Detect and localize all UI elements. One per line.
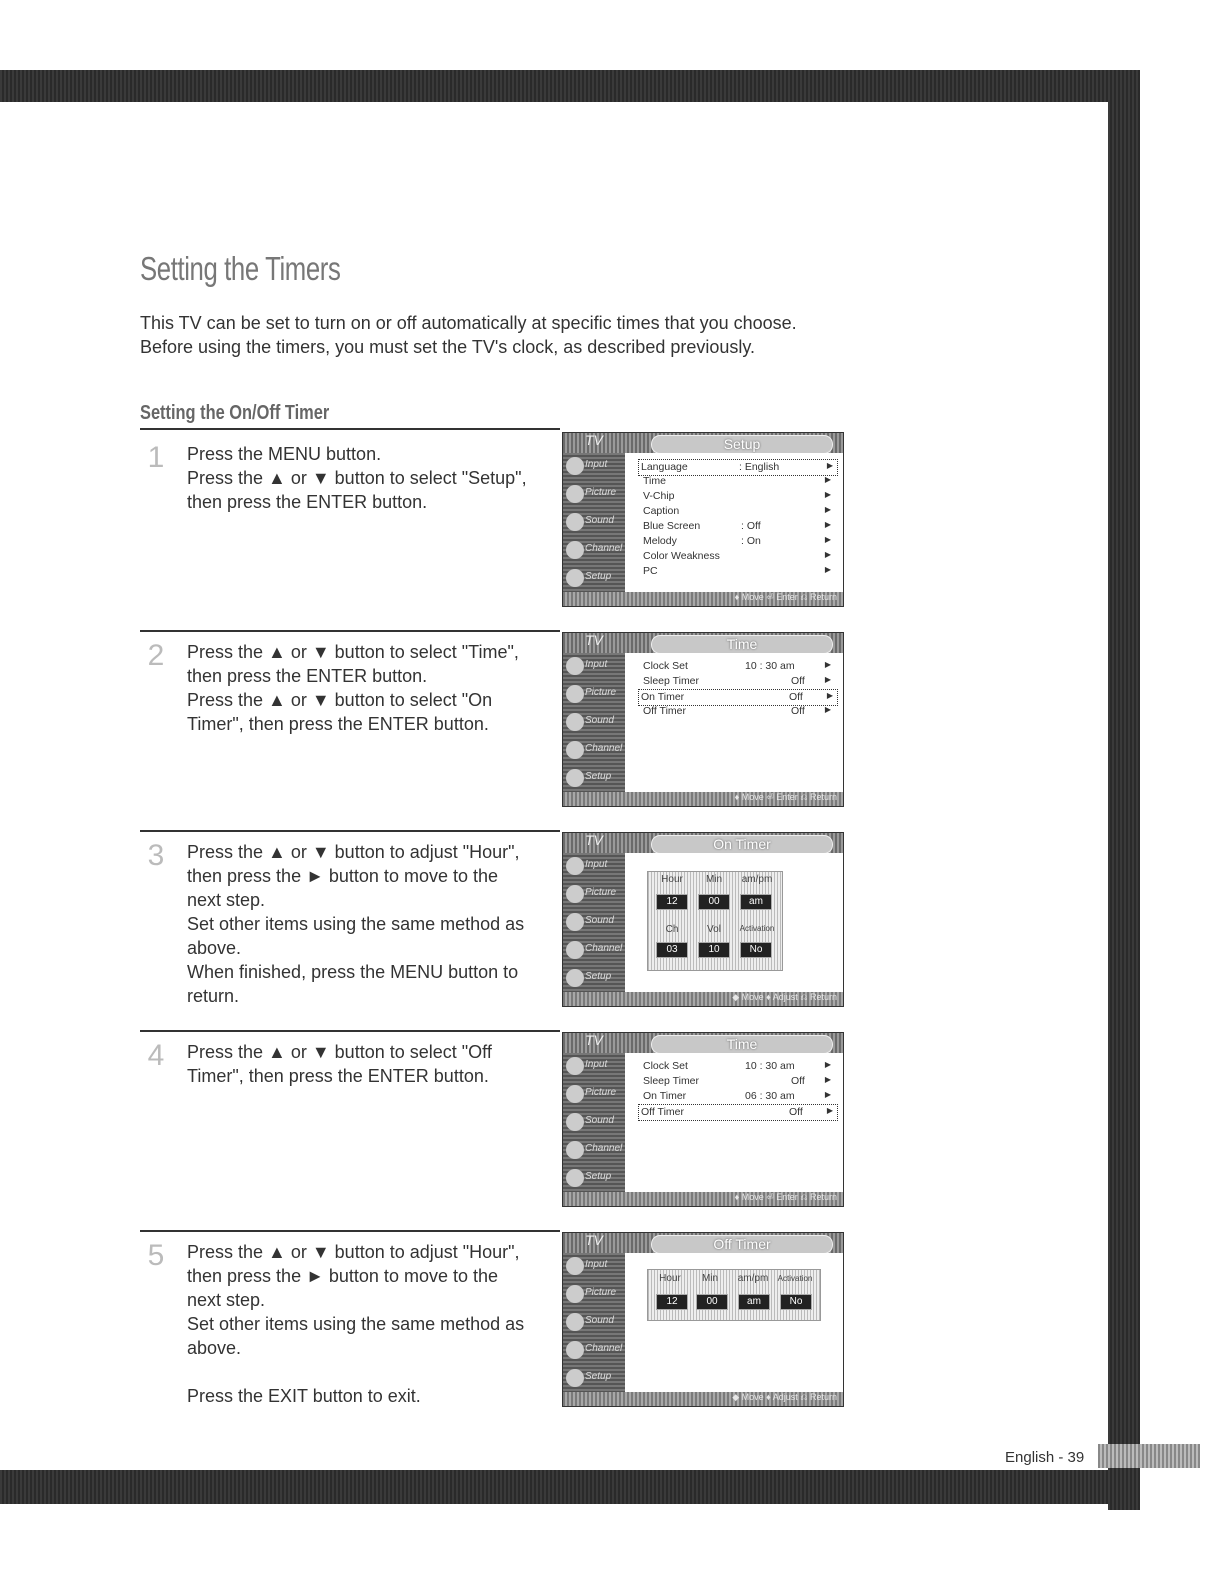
arrow-right-icon: ▶ — [824, 675, 831, 684]
ampm-value: am — [740, 894, 772, 910]
minute-value: 00 — [696, 1294, 728, 1310]
osd-off-timer-screen — [562, 1232, 844, 1407]
step-line: Press the ▲ or ▼ button to select "Off — [187, 1042, 492, 1062]
osd-tv-label: TV — [585, 632, 603, 648]
osd-menu-row: Sleep Timer Off ▶ — [643, 675, 831, 687]
arrow-right-icon: ▶ — [824, 1060, 831, 1069]
osd-hint: ♦ Move ⏎ Enter ⎌ Return — [734, 792, 837, 802]
input-icon — [566, 657, 584, 675]
step-line: then press the ► button to move to the — [187, 1266, 499, 1286]
step-line: When finished, press the MENU button to — [187, 962, 519, 982]
step-line: Press the ▲ or ▼ button to select "On — [187, 690, 493, 710]
arrow-right-icon: ▶ — [824, 520, 831, 529]
sound-icon — [566, 513, 584, 531]
osd-sidebar-item: Picture — [563, 481, 625, 509]
osd-sidebar — [563, 1053, 625, 1193]
picture-icon — [566, 485, 584, 503]
osd-time-screen — [562, 632, 844, 807]
bottom-border-band — [0, 1470, 1140, 1504]
osd-sidebar — [563, 653, 625, 793]
step-line: Set other items using the same method as — [187, 914, 525, 934]
osd-menu-row: PC ▶ — [643, 565, 831, 577]
osd-sidebar — [563, 1253, 625, 1393]
step-line: Press the MENU button. — [187, 444, 382, 464]
step-line: above. — [187, 938, 242, 958]
step-line: then press the ► button to move to the — [187, 866, 499, 886]
osd-header — [563, 1233, 843, 1253]
step-line: above. — [187, 1338, 242, 1358]
timer-heading: Hour — [661, 874, 683, 885]
timer-heading: Min — [701, 1273, 719, 1284]
page-number: English - 39 — [1005, 1449, 1085, 1466]
step-number: 5 — [147, 1239, 165, 1272]
osd-title: Time — [651, 635, 833, 654]
top-border-band — [0, 70, 1140, 102]
minute-value: 00 — [698, 894, 730, 910]
osd-title: On Timer — [651, 835, 833, 854]
osd-tv-label: TV — [585, 1032, 603, 1048]
sound-icon — [566, 913, 584, 931]
osd-tv-label: TV — [585, 832, 603, 848]
setup-icon — [566, 569, 584, 587]
osd-menu-row: Blue Screen : Off ▶ — [643, 520, 831, 532]
step-text — [187, 1240, 562, 1408]
osd-sidebar-item: Channel — [563, 537, 625, 565]
picture-icon — [566, 685, 584, 703]
page-tab — [1098, 1444, 1200, 1468]
osd-title: Off Timer — [651, 1235, 833, 1254]
osd-sidebar-item: Picture — [563, 1281, 625, 1309]
step-line: Press the EXIT button to exit. — [187, 1386, 421, 1406]
osd-footer — [563, 1392, 843, 1406]
osd-tv-label: TV — [585, 1232, 603, 1248]
timer-heading: Ch — [665, 924, 679, 935]
osd-sidebar-item: Sound — [563, 709, 625, 737]
section-heading: Setting the On/Off Timer — [140, 402, 330, 424]
osd-sidebar-item: Setup — [563, 1165, 625, 1193]
osd-sidebar-item: Setup — [563, 1365, 625, 1393]
step-line: Press the ▲ or ▼ button to select "Time", — [187, 642, 519, 662]
osd-sidebar-item: Setup — [563, 565, 625, 593]
arrow-right-icon: ▶ — [824, 660, 831, 669]
osd-menu-row: On Timer 06 : 30 am ▶ — [643, 1090, 831, 1102]
picture-icon — [566, 1285, 584, 1303]
step-line: Timer", then press the ENTER button. — [187, 714, 489, 734]
osd-header — [563, 833, 843, 853]
osd-sidebar — [563, 453, 625, 593]
channel-value: 03 — [656, 942, 688, 958]
section-rule — [140, 428, 560, 430]
step-text — [187, 1040, 562, 1088]
osd-menu-row: V-Chip ▶ — [643, 490, 831, 502]
input-icon — [566, 1257, 584, 1275]
arrow-right-icon: ▶ — [824, 550, 831, 559]
arrow-right-icon: ▶ — [824, 1090, 831, 1099]
step-line: Set other items using the same method as — [187, 1314, 525, 1334]
osd-timer-panel — [625, 853, 843, 993]
step-text — [187, 840, 562, 1008]
step-line: return. — [187, 986, 240, 1006]
osd-menu-row: Time ▶ — [643, 475, 831, 487]
osd-hint: ◆ Move ♦ Adjust ⎌ Return — [732, 1392, 837, 1402]
step-line: Press the ▲ or ▼ button to adjust "Hour", — [187, 1242, 520, 1262]
osd-sidebar-item: Setup — [563, 765, 625, 793]
channel-icon — [566, 541, 584, 559]
osd-menu-row: On Timer Off ▶ — [638, 689, 838, 706]
step-number: 1 — [147, 441, 165, 474]
arrow-right-icon: ▶ — [826, 1106, 833, 1115]
osd-menu — [625, 453, 843, 593]
timer-heading: Hour — [659, 1273, 681, 1284]
osd-sidebar-item: Sound — [563, 909, 625, 937]
step-text — [187, 640, 562, 736]
picture-icon — [566, 1085, 584, 1103]
timer-grid — [647, 1269, 821, 1321]
osd-sidebar-item: Sound — [563, 1309, 625, 1337]
step-number: 3 — [147, 839, 165, 872]
osd-menu-row: Off Timer Off ▶ — [643, 705, 831, 717]
channel-icon — [566, 941, 584, 959]
osd-header — [563, 633, 843, 653]
osd-sidebar-item: Input — [563, 1253, 625, 1281]
step-text — [187, 442, 562, 514]
osd-menu-row: Caption ▶ — [643, 505, 831, 517]
osd-sidebar-item: Setup — [563, 965, 625, 993]
osd-tv-label: TV — [585, 432, 603, 448]
osd-menu-row: Clock Set 10 : 30 am ▶ — [643, 660, 831, 672]
step-number: 2 — [147, 639, 165, 672]
setup-icon — [566, 1369, 584, 1387]
osd-hint: ♦ Move ⏎ Enter ⎌ Return — [734, 1192, 837, 1202]
osd-menu-row: Clock Set 10 : 30 am ▶ — [643, 1060, 831, 1072]
osd-on-timer-screen — [562, 832, 844, 1007]
timer-heading: Activation — [777, 1274, 813, 1283]
osd-menu-row: Color Weakness ▶ — [643, 550, 831, 562]
right-border-bar — [1108, 70, 1140, 1510]
step-divider — [140, 1230, 560, 1232]
arrow-right-icon: ▶ — [824, 705, 831, 714]
arrow-right-icon: ▶ — [824, 565, 831, 574]
step-number: 4 — [147, 1039, 165, 1072]
osd-title: Time — [651, 1035, 833, 1054]
input-icon — [566, 457, 584, 475]
hour-value: 12 — [656, 1294, 688, 1310]
activation-value: No — [780, 1294, 812, 1310]
channel-icon — [566, 1341, 584, 1359]
arrow-right-icon: ▶ — [826, 691, 833, 700]
osd-menu — [625, 653, 843, 793]
osd-footer — [563, 992, 843, 1006]
osd-sidebar — [563, 853, 625, 993]
osd-timer-panel — [625, 1253, 843, 1393]
activation-value: No — [740, 942, 772, 958]
timer-heading: am/pm — [741, 874, 773, 885]
step-line: Timer", then press the ENTER button. — [187, 1066, 489, 1086]
arrow-right-icon: ▶ — [824, 1075, 831, 1084]
timer-grid — [647, 871, 783, 971]
step-line: Press the ▲ or ▼ button to select "Setup", — [187, 468, 527, 488]
timer-heading: Vol — [707, 924, 721, 935]
step-divider — [140, 830, 560, 832]
step-line: Press the ▲ or ▼ button to adjust "Hour", — [187, 842, 520, 862]
arrow-right-icon: ▶ — [824, 535, 831, 544]
input-icon — [566, 1057, 584, 1075]
osd-sidebar-item: Input — [563, 1053, 625, 1081]
setup-icon — [566, 1169, 584, 1187]
osd-sidebar-item: Channel — [563, 1337, 625, 1365]
osd-sidebar-item: Channel — [563, 937, 625, 965]
osd-menu-row: Off Timer Off ▶ — [638, 1104, 838, 1121]
osd-footer — [563, 792, 843, 806]
channel-icon — [566, 741, 584, 759]
setup-icon — [566, 769, 584, 787]
page-title: Setting the Timers — [140, 250, 341, 287]
step-line: next step. — [187, 890, 266, 910]
setup-icon — [566, 969, 584, 987]
step-line: then press the ENTER button. — [187, 666, 428, 686]
input-icon — [566, 857, 584, 875]
osd-setup-screen — [562, 432, 844, 607]
step-divider — [140, 630, 560, 632]
timer-heading: Activation — [739, 924, 775, 933]
arrow-right-icon: ▶ — [824, 475, 831, 484]
osd-menu — [625, 1053, 843, 1193]
arrow-right-icon: ▶ — [824, 505, 831, 514]
osd-sidebar-item: Sound — [563, 509, 625, 537]
arrow-right-icon: ▶ — [824, 490, 831, 499]
osd-menu-row: Sleep Timer Off ▶ — [643, 1075, 831, 1087]
ampm-value: am — [738, 1294, 770, 1310]
timer-heading: am/pm — [737, 1273, 769, 1284]
volume-value: 10 — [698, 942, 730, 958]
sound-icon — [566, 1113, 584, 1131]
osd-menu-row: Language : English ▶ — [638, 459, 838, 476]
channel-icon — [566, 1141, 584, 1159]
hour-value: 12 — [656, 894, 688, 910]
osd-header — [563, 433, 843, 453]
step-spacer — [187, 1360, 562, 1384]
osd-hint: ♦ Move ⏎ Enter ⎌ Return — [734, 592, 837, 602]
osd-header — [563, 1033, 843, 1053]
timer-heading: Min — [705, 874, 723, 885]
picture-icon — [566, 885, 584, 903]
osd-sidebar-item: Channel — [563, 737, 625, 765]
osd-sidebar-item: Input — [563, 453, 625, 481]
osd-footer — [563, 1192, 843, 1206]
osd-footer — [563, 592, 843, 606]
osd-time-screen — [562, 1032, 844, 1207]
osd-menu-row: Melody : On ▶ — [643, 535, 831, 547]
sound-icon — [566, 713, 584, 731]
step-line: then press the ENTER button. — [187, 492, 428, 512]
osd-title: Setup — [651, 435, 833, 454]
sound-icon — [566, 1313, 584, 1331]
step-divider — [140, 1030, 560, 1032]
osd-hint: ◆ Move ♦ Adjust ⎌ Return — [732, 992, 837, 1002]
osd-sidebar-item: Picture — [563, 1081, 625, 1109]
osd-sidebar-item: Picture — [563, 881, 625, 909]
osd-sidebar-item: Sound — [563, 1109, 625, 1137]
arrow-right-icon: ▶ — [826, 461, 833, 470]
osd-sidebar-item: Input — [563, 853, 625, 881]
osd-sidebar-item: Channel — [563, 1137, 625, 1165]
step-line: next step. — [187, 1290, 266, 1310]
osd-sidebar-item: Input — [563, 653, 625, 681]
intro-paragraph: This TV can be set to turn on or off automatically at specific times that you choose. Before using the timers, you must set the TV's clock, as described previously. — [140, 313, 797, 357]
osd-sidebar-item: Picture — [563, 681, 625, 709]
